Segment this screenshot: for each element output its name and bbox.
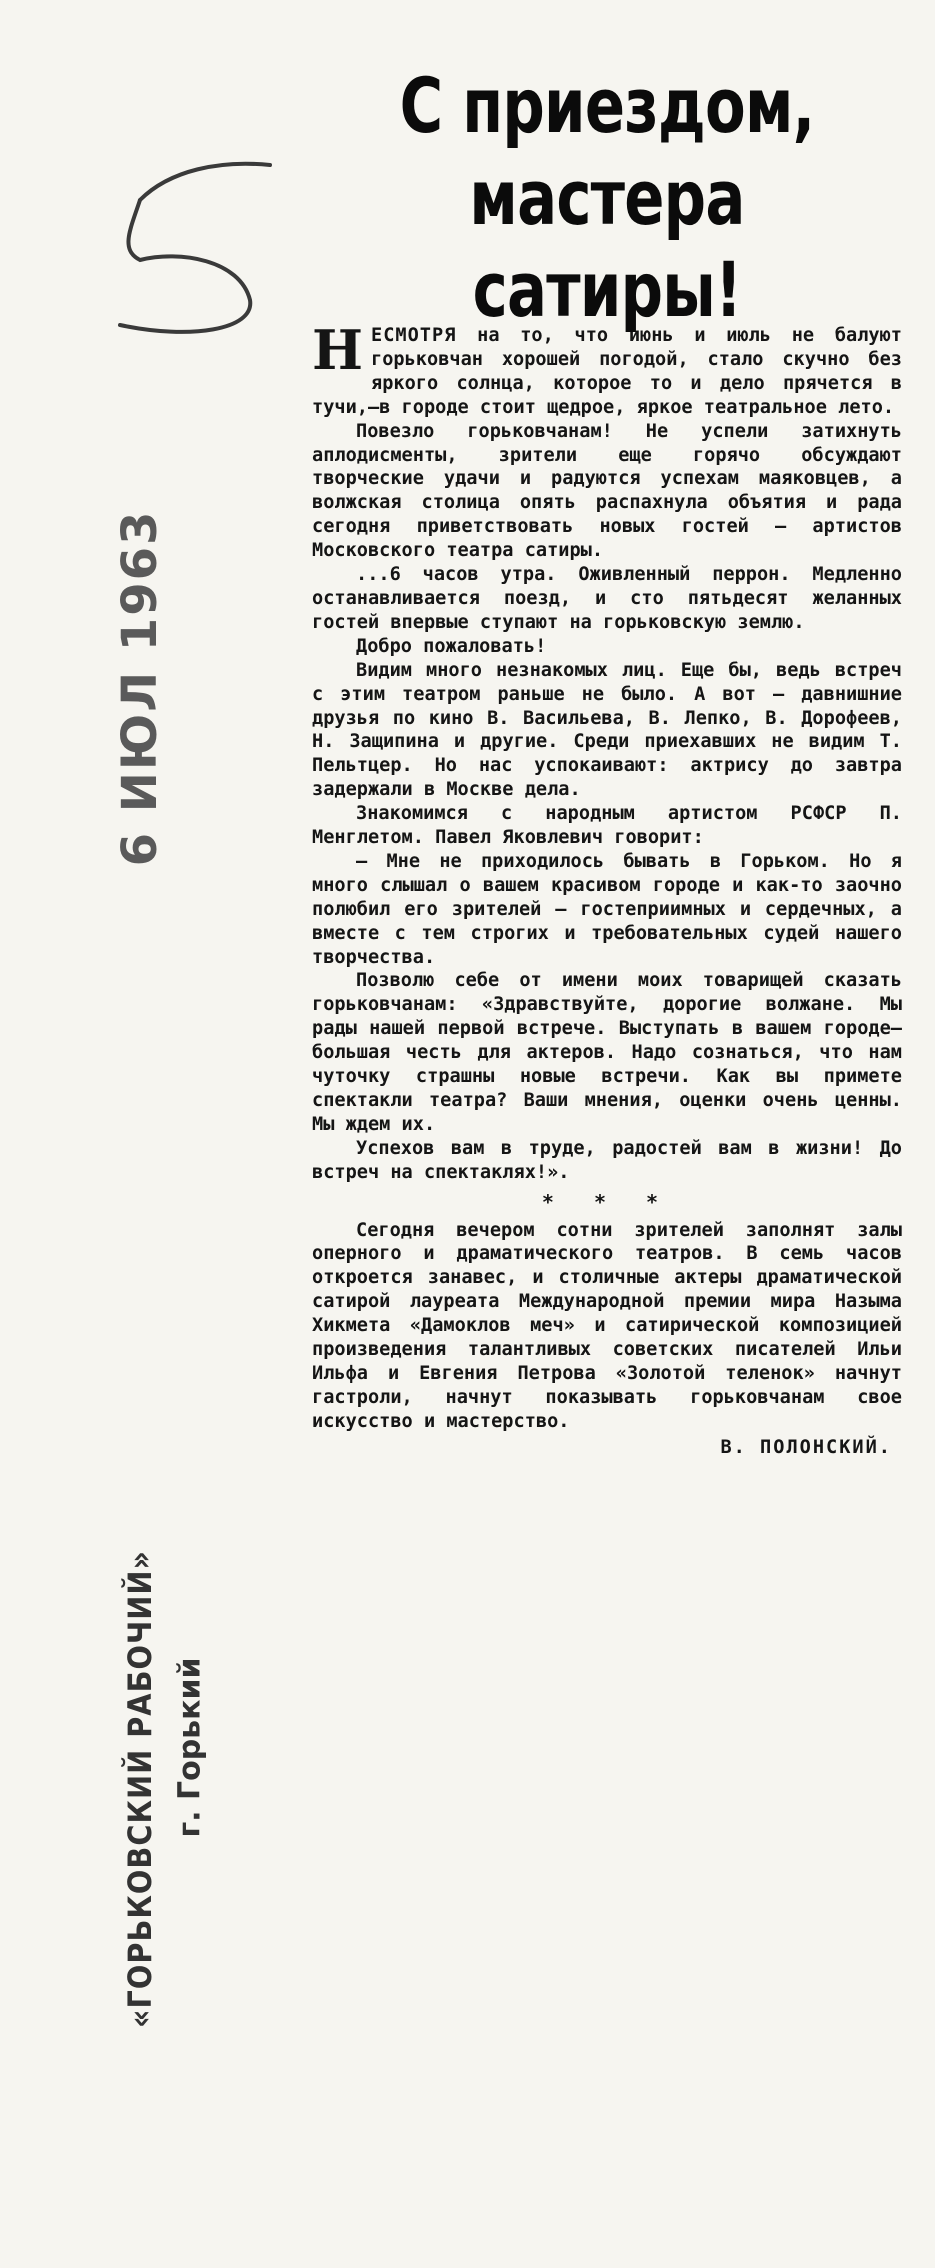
paragraph: — Мне не приходилось бывать в Горьком. Но я много слышал о вашем красивом городе и как-то заочно полюбил его зрителей — гостеприимных и сердечных, а вместе с тем строгих и требовательных судей нашего творчества.	[312, 850, 902, 968]
newspaper-name-text: «ГОРЬКОВСКИЙ РАБОЧИЙ»	[121, 1549, 159, 2029]
closing-paragraph: Сегодня вечером сотни зрителей заполнят залы оперного и драматического театров. В семь часов откроется занавес, и столичные актеры драматической сатирой лауреата Международной премии мира Назыма Хикмета «Дамоклов меч» и сатирической композицией произведения талантливых советских писателей Ильи Ильфа и Евгения Петрова «Золотой теленок» начнут гастроли, начнут показывать горьковчанам свое искусство и мастерство.	[312, 1219, 902, 1432]
drop-cap: Н	[312, 318, 364, 382]
author-signature: В. ПОЛОНСКИЙ.	[720, 1436, 892, 1458]
lead-paragraph	[312, 318, 902, 420]
headline-line-2: мастера сатиры!	[469, 153, 745, 334]
article-body	[312, 318, 902, 1460]
paragraph: Видим много незнакомых лиц. Еще бы, ведь встреч с этим театром раньше не было. А вот — давнишние друзья по кино В. Васильева, В. Лепко, В. Дорофеев, Н. Защипина и другие. Среди приехавших не видим Т. Пельтцер. Но нас успокаивают: актрису до завтра задержали в Москве дела.	[312, 659, 902, 801]
section-separator: * * *	[541, 1189, 673, 1214]
date-stamp-text: 6 ИЮЛ 1963	[112, 509, 168, 867]
newspaper-name-stamp	[121, 1549, 159, 2029]
lead-caps: ЕСМОТРЯ	[371, 325, 457, 346]
headline-line-1: С приездом,	[399, 61, 815, 150]
headline	[377, 60, 837, 336]
date-stamp	[70, 509, 210, 867]
paragraph: Знакомимся с народным артистом РСФСР П. Менглетом. Павел Яковлевич говорит:	[312, 803, 902, 849]
paragraph: Позволю себе от имени моих товарищей сказать горьковчанам: «Здравствуйте, дорогие волжане. Мы рады нашей первой встрече. Выступать в вашем городе—большая честь для актеров. Надо сознаться, что нам чуточку страшны новые встречи. Как вы примете спектакли театра? Ваши мнения, оценки очень ценны. Мы ждем их.	[312, 970, 902, 1135]
article	[312, 60, 902, 1460]
paragraph: Успехов вам в труде, радостей вам в жизни! До встреч на спектаклях!».	[312, 1137, 902, 1183]
paragraph: ...6 часов утра. Оживленный перрон. Медленно останавливается поезд, и сто пятьдесят желанных гостей впервые ступают на горьковскую землю.	[312, 564, 902, 633]
paragraph: Повезло горьковчанам! Не успели затихнуть аплодисменты, зрители еще горячо обсуждают творческие удачи и радуются успехам маяковцев, а волжская столица опять распахнула объятия и рада сегодня приветствовать новых гостей — артистов Московского театра сатиры.	[312, 420, 902, 562]
paragraph: Добро пожаловать!	[356, 635, 547, 657]
city-stamp	[172, 1657, 208, 1838]
city-stamp-text: г. Горький	[172, 1657, 208, 1838]
handwritten-number-mark	[100, 140, 290, 340]
paragraph-text: на то, что июнь и июль не балуют горьковчан хорошей погодой, стало скучно без яркого солнца, которое то и дело прячется в тучи,—в городе стоит щедрое, яркое театральное лето.	[312, 325, 902, 418]
